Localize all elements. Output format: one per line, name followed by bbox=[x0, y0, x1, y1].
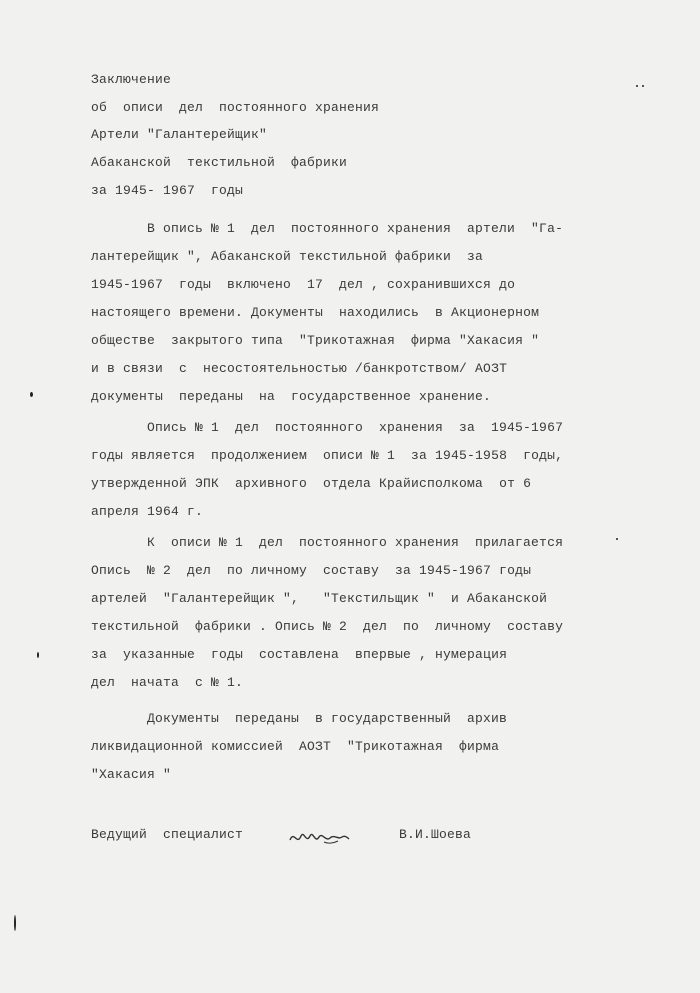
body-line-10: утвержденной ЭПК архивного отдела Крайисполкома от 6 bbox=[91, 476, 532, 491]
body-line-5: обществе закрытого типа "Трикотажная фирма "Хакасия " bbox=[91, 333, 540, 348]
scan-speck bbox=[37, 652, 39, 658]
body-line-6: и в связи с несостоятельностью /банкротством/ АОЗТ bbox=[91, 361, 508, 376]
body-line-12: К описи № 1 дел постоянного хранения прилагается bbox=[147, 535, 564, 550]
scan-speck bbox=[636, 85, 638, 87]
scan-speck bbox=[30, 392, 33, 397]
body-line-7: документы переданы на государственное хранение. bbox=[91, 389, 492, 404]
body-line-14: артелей "Галантерейщик ", "Текстильщик " и Абаканской bbox=[91, 591, 548, 606]
body-line-2: лантерейщик ", Абаканской текстильной фабрики за bbox=[91, 249, 484, 264]
body-line-3: 1945-1967 годы включено 17 дел , сохранившихся до bbox=[91, 277, 516, 292]
heading-line-3: Артели "Галантерейщик" bbox=[91, 127, 268, 142]
heading-line-2: об описи дел постоянного хранения bbox=[91, 100, 380, 115]
body-line-18: Документы переданы в государственный архив bbox=[147, 711, 508, 726]
body-line-1: В опись № 1 дел постоянного хранения артели "Га- bbox=[147, 221, 564, 236]
heading-line-1: Заключение bbox=[91, 72, 172, 87]
body-line-4: настоящего времени. Документы находились в Акционерном bbox=[91, 305, 540, 320]
scan-speck bbox=[642, 85, 644, 87]
scan-speck bbox=[616, 538, 618, 540]
handwritten-signature bbox=[288, 826, 350, 853]
body-line-17: дел начата с № 1. bbox=[91, 675, 244, 690]
signature-position: Ведущий специалист bbox=[91, 827, 244, 842]
body-line-13: Опись № 2 дел по личному составу за 1945-1967 годы bbox=[91, 563, 532, 578]
heading-line-4: Абаканской текстильной фабрики bbox=[91, 155, 348, 170]
body-line-9: годы является продолжением описи № 1 за 1945-1958 годы, bbox=[91, 448, 564, 463]
body-line-16: за указанные годы составлена впервые , нумерация bbox=[91, 647, 508, 662]
heading-line-5: за 1945- 1967 годы bbox=[91, 183, 244, 198]
body-line-20: "Хакасия " bbox=[91, 767, 172, 782]
body-line-15: текстильной фабрики . Опись № 2 дел по личному составу bbox=[91, 619, 564, 634]
signature-name: В.И.Шоева bbox=[399, 827, 472, 842]
body-line-8: Опись № 1 дел постоянного хранения за 1945-1967 bbox=[147, 420, 564, 435]
body-line-11: апреля 1964 г. bbox=[91, 504, 204, 519]
scan-speck bbox=[14, 915, 16, 931]
body-line-19: ликвидационной комиссией АОЗТ "Трикотажная фирма bbox=[91, 739, 500, 754]
